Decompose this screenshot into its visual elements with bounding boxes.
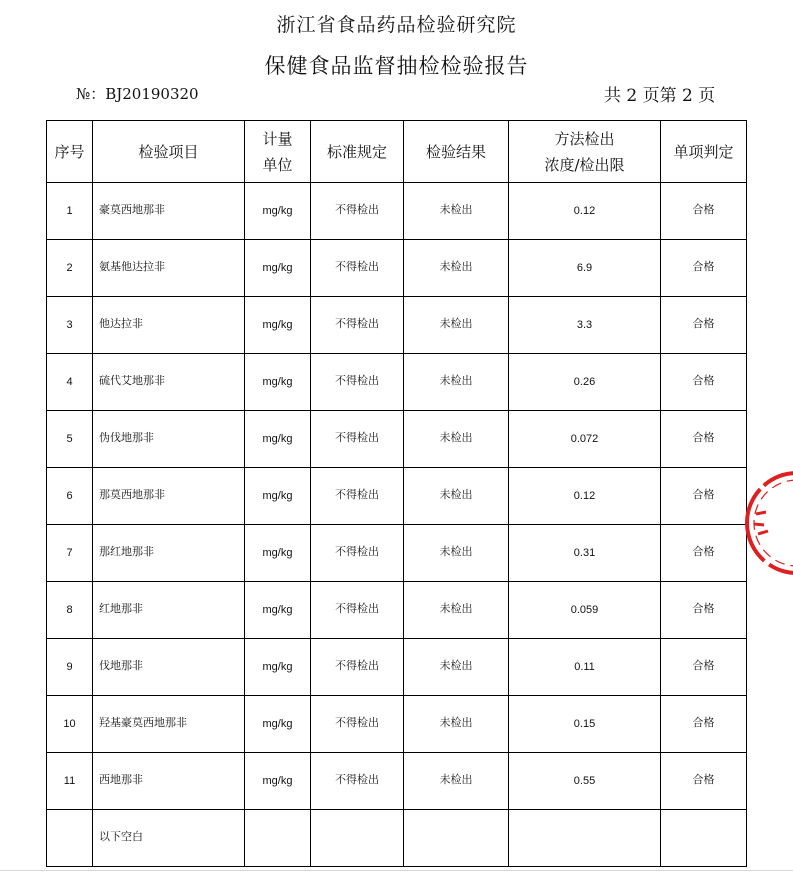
cell-judgment: 合格 [661,295,747,352]
cell-limit: 0.12 [509,468,661,525]
page-info: 共 2 页第 2 页 [604,86,716,106]
cell-standard: 不得检出 [311,751,404,808]
cell-result: 未检出 [404,238,509,295]
cell-item: 红地那非 [93,580,245,637]
cell-index: 4 [47,354,93,411]
cell-judgment: 合格 [661,352,747,409]
cell-index: 11 [47,753,93,810]
header-index: 序号 [47,121,93,183]
cell-judgment: 合格 [661,694,747,751]
header-standard: 标准规定 [311,121,404,183]
header-method-line2: 浓度/检出限 [544,155,625,174]
cell-index: 8 [47,582,93,639]
cell-empty [245,810,311,867]
cell-unit: mg/kg [245,753,311,810]
header-unit [245,121,311,183]
official-seal [742,468,793,578]
cell-limit: 0.55 [509,753,661,810]
cell-standard: 不得检出 [311,409,404,466]
cell-limit: 0.12 [509,183,661,240]
table-row [47,753,747,810]
cell-limit: 0.11 [509,639,661,696]
cell-item: 氨基他达拉非 [93,238,245,295]
cell-unit: mg/kg [245,183,311,240]
table-row [47,240,747,297]
cell-judgment: 合格 [661,409,747,466]
cell-judgment: 合格 [661,523,747,580]
cell-empty [509,810,661,867]
page-bottom-line [0,870,793,871]
cell-unit: mg/kg [245,582,311,639]
header-method-line1: 方法检出 [554,129,615,148]
cell-standard: 不得检出 [311,295,404,352]
cell-result: 未检出 [404,580,509,637]
cell-index: 1 [47,183,93,240]
cell-item: 豪莫西地那非 [93,181,245,238]
cell-index: 2 [47,240,93,297]
cell-limit: 0.059 [509,582,661,639]
cell-item: 伐地那非 [93,637,245,694]
cell-unit: mg/kg [245,411,311,468]
report-number: №：BJ20190320 [76,85,199,103]
cell-limit: 0.26 [509,354,661,411]
header-item: 检验项目 [93,121,245,183]
cell-unit: mg/kg [245,354,311,411]
cell-item: 那莫西地那非 [93,466,245,523]
cell-result: 未检出 [404,409,509,466]
cell-empty [404,810,509,867]
cell-limit: 3.3 [509,297,661,354]
table-row [47,525,747,582]
cell-limit: 0.072 [509,411,661,468]
header-method [509,121,661,183]
cell-judgment: 合格 [661,580,747,637]
cell-result: 未检出 [404,466,509,523]
cell-judgment: 合格 [661,466,747,523]
cell-index: 7 [47,525,93,582]
table-row [47,411,747,468]
cell-judgment: 合格 [661,181,747,238]
cell-standard: 不得检出 [311,523,404,580]
inspection-table [46,120,747,867]
blank-note-row [47,810,747,867]
cell-standard: 不得检出 [311,352,404,409]
cell-judgment: 合格 [661,238,747,295]
cell-index: 10 [47,696,93,753]
cell-item: 那红地那非 [93,523,245,580]
cell-limit: 6.9 [509,240,661,297]
cell-result: 未检出 [404,352,509,409]
cell-unit: mg/kg [245,468,311,525]
cell-index: 5 [47,411,93,468]
table-row [47,639,747,696]
cell-item: 羟基豪莫西地那非 [93,694,245,751]
cell-index: 9 [47,639,93,696]
table-row [47,297,747,354]
table-row [47,354,747,411]
report-title: 保健食品监督抽检检验报告 [264,54,529,78]
cell-index-empty [47,810,93,867]
cell-standard: 不得检出 [311,181,404,238]
header-unit-line2: 单位 [262,155,293,174]
cell-result: 未检出 [404,295,509,352]
table-row [47,696,747,753]
cell-empty [311,810,404,867]
table-row [47,582,747,639]
cell-judgment: 合格 [661,751,747,808]
cell-unit: mg/kg [245,639,311,696]
cell-index: 6 [47,468,93,525]
header-unit-line1: 计量 [262,129,293,148]
table-row [47,468,747,525]
cell-item: 西地那非 [93,751,245,808]
cell-standard: 不得检出 [311,637,404,694]
cell-standard: 不得检出 [311,238,404,295]
cell-item: 伪伐地那非 [93,409,245,466]
cell-limit: 0.31 [509,525,661,582]
header-judgment: 单项判定 [661,121,747,183]
cell-unit: mg/kg [245,525,311,582]
cell-standard: 不得检出 [311,580,404,637]
blank-note: 以下空白 [93,808,245,865]
table-row [47,183,747,240]
cell-empty [661,810,747,867]
cell-result: 未检出 [404,181,509,238]
cell-limit: 0.15 [509,696,661,753]
cell-result: 未检出 [404,637,509,694]
cell-result: 未检出 [404,694,509,751]
cell-result: 未检出 [404,751,509,808]
cell-standard: 不得检出 [311,694,404,751]
cell-result: 未检出 [404,523,509,580]
cell-judgment: 合格 [661,637,747,694]
cell-unit: mg/kg [245,240,311,297]
cell-item: 他达拉非 [93,295,245,352]
cell-item: 硫代艾地那非 [93,352,245,409]
table-header-row [47,121,747,183]
cell-unit: mg/kg [245,696,311,753]
cell-standard: 不得检出 [311,466,404,523]
cell-index: 3 [47,297,93,354]
header-result: 检验结果 [404,121,509,183]
cell-unit: mg/kg [245,297,311,354]
institute-name: 浙江省食品药品检验研究院 [276,14,517,36]
